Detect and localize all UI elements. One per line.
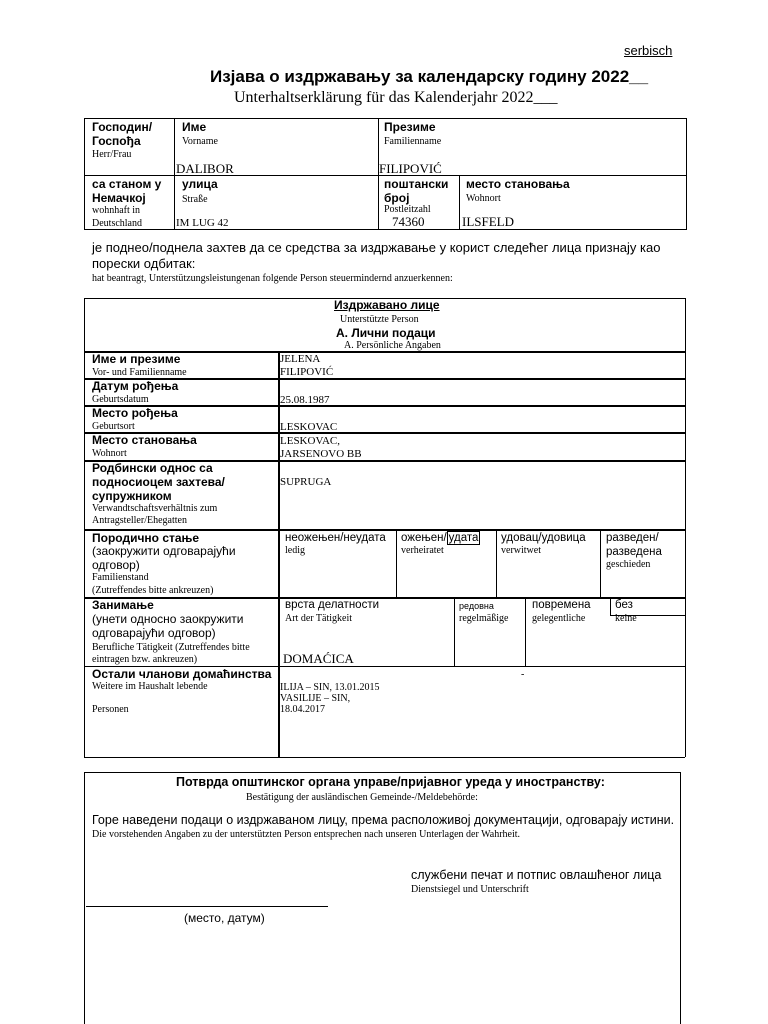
household-member-2: VASILIJE – SIN, xyxy=(280,693,351,704)
street-value: IM LUG 42 xyxy=(176,217,229,229)
pob-label-de: Geburtsort xyxy=(92,421,135,432)
residence-value-street: JARSENOVO BB xyxy=(280,448,362,460)
status-married-label-de: verheiratet xyxy=(401,545,444,556)
stamp-signature-label-de: Dienstsiegel und Unterschrift xyxy=(411,884,529,895)
place-date-line[interactable] xyxy=(86,906,328,907)
status-divorced-label: разведен/ разведена xyxy=(606,532,662,558)
status-single-label: неожењен/неудата xyxy=(285,532,386,544)
street-label-de: Straße xyxy=(182,194,208,205)
personal-data-heading-de: A. Persönliche Angaben xyxy=(344,340,441,351)
status-widowed-label-de: verwitwet xyxy=(501,545,541,556)
job-type-label-de: Art der Tätigkeit xyxy=(285,613,353,624)
statement-text-de: hat beantragt, Unterstützungsleistungenan folgende Person steuermindernd anzuerkennen: xyxy=(92,273,453,284)
lastname-label-de: Familienname xyxy=(384,136,442,147)
lastname-label: Презиме xyxy=(384,120,436,134)
city-value: ILSFELD xyxy=(462,214,514,229)
supported-heading-de: Unterstützte Person xyxy=(340,314,419,325)
pob-label: Место рођења xyxy=(92,406,178,420)
job-regular-label: редовна xyxy=(459,601,494,611)
family-status-hint-de: (Zutreffendes bitte ankreuzen) xyxy=(92,585,214,596)
residence-supported-label: Место становања xyxy=(92,433,197,447)
occupation-label: Занимање xyxy=(92,598,154,612)
supported-heading: Издржавано лице xyxy=(334,298,440,312)
postal-value: 74360 xyxy=(392,214,425,229)
relation-value: SUPRUGA xyxy=(280,476,332,488)
statement-text: је поднео/поднела захтев да се средства за издржавање у корист следећег лица признају као порески одбитак: xyxy=(92,240,661,271)
household-label-de-2: Personen xyxy=(92,704,129,715)
job-type-label: врста делатности xyxy=(285,599,380,611)
residence-label-de: wohnhaft in Deutschland xyxy=(92,205,142,229)
job-regular-label-de: regelmäßige xyxy=(459,613,509,624)
title-serbian: Изјава о издржавању за календарску годину 2022__ xyxy=(210,67,649,86)
family-status-hint: (заокружити одговарајући одговор) xyxy=(92,544,236,572)
name-label-de: Vor- und Familienname xyxy=(92,367,187,378)
household-member-2-date: 18.04.2017 xyxy=(280,704,325,715)
dob-value: 25.08.1987 xyxy=(280,394,330,406)
relation-label-de: Verwandtschaftsverhältnis zum Antragsteller/Ehegatten xyxy=(92,503,218,526)
residence-label: са станом у Немачкој xyxy=(92,177,162,205)
salutation-label-de: Herr/Frau xyxy=(92,149,132,160)
name-value-first: JELENA xyxy=(280,353,321,365)
language-label: serbisch xyxy=(624,43,673,58)
household-dash: - xyxy=(521,669,525,680)
postal-label: поштански број xyxy=(384,177,449,205)
family-status-label-de: Familienstand xyxy=(92,572,149,583)
salutation-label: Господин/ Госпођа xyxy=(92,120,153,148)
status-divorced-label-de: geschieden xyxy=(606,559,651,570)
stamp-signature-label: службени печат и потпис овлашћеног лица xyxy=(411,868,662,882)
firstname-label-de: Vorname xyxy=(182,136,218,147)
pob-value: LESKOVAC xyxy=(280,421,338,433)
postal-label-de: Postleitzahl xyxy=(384,204,431,215)
household-label: Остали чланови домаћинства xyxy=(92,667,272,681)
name-value-last: FILIPOVIĆ xyxy=(280,366,334,378)
job-none-label: без xyxy=(615,599,633,611)
status-single-label-de: ledig xyxy=(285,545,305,556)
name-label: Име и презиме xyxy=(92,352,181,366)
dob-label: Датум рођења xyxy=(92,379,179,393)
city-label: место становања xyxy=(466,177,570,191)
dob-label-de: Geburtsdatum xyxy=(92,394,149,405)
confirmation-text: Горе наведени подаци о издржаваном лицу, према расположивој документацији, одговарају истини. xyxy=(92,813,675,827)
status-married-label[interactable] xyxy=(401,531,480,545)
place-date-label: (место, датум) xyxy=(184,911,265,925)
residence-supported-label-de: Wohnort xyxy=(92,448,127,459)
confirmation-heading: Потврда општинског органа управе/пријавног уреда у иностранству: xyxy=(176,775,605,789)
household-member-1: ILIJA – SIN, 13.01.2015 xyxy=(280,682,380,693)
job-occasional-label: повремена xyxy=(532,599,591,611)
status-married-label-a: ожењен/ xyxy=(401,532,447,544)
job-none-label-de: keine xyxy=(615,613,637,624)
personal-data-heading: А. Лични подаци xyxy=(336,326,436,340)
status-married-selected: удата xyxy=(448,532,479,544)
occupation-hint: (унети односно заокружити одговарајући одговор) xyxy=(92,612,244,640)
job-type-value: DOMAĆICA xyxy=(283,651,354,666)
confirmation-text-de: Die vorstehenden Angaben zu der unterstützten Person entsprechen nach unseren Unterlagen der Wahrheit. xyxy=(92,829,521,840)
household-label-de: Weitere im Haushalt lebende xyxy=(92,681,208,692)
firstname-value: DALIBOR xyxy=(176,161,234,176)
relation-label: Родбински однос са подносиоцем захтева/супружником xyxy=(92,461,225,503)
residence-value-city: LESKOVAC, xyxy=(280,435,341,447)
street-label: улица xyxy=(182,177,218,191)
family-status-label: Породично стање xyxy=(92,531,200,545)
occupation-label-de: Berufliche Tätigkeit (Zutreffendes bitte eintragen bzw. ankreuzen) xyxy=(92,642,250,665)
job-occasional-label-de: gelegentliche xyxy=(532,613,586,624)
firstname-label: Име xyxy=(182,120,207,134)
title-german: Unterhaltserklärung für das Kalenderjahr 2022___ xyxy=(234,89,558,106)
status-widowed-label: удовац/удовица xyxy=(501,532,586,544)
lastname-value: FILIPOVIĆ xyxy=(379,161,442,176)
city-label-de: Wohnort xyxy=(466,193,501,204)
confirmation-heading-de: Bestätigung der ausländischen Gemeinde-/Meldebehörde: xyxy=(246,792,478,803)
